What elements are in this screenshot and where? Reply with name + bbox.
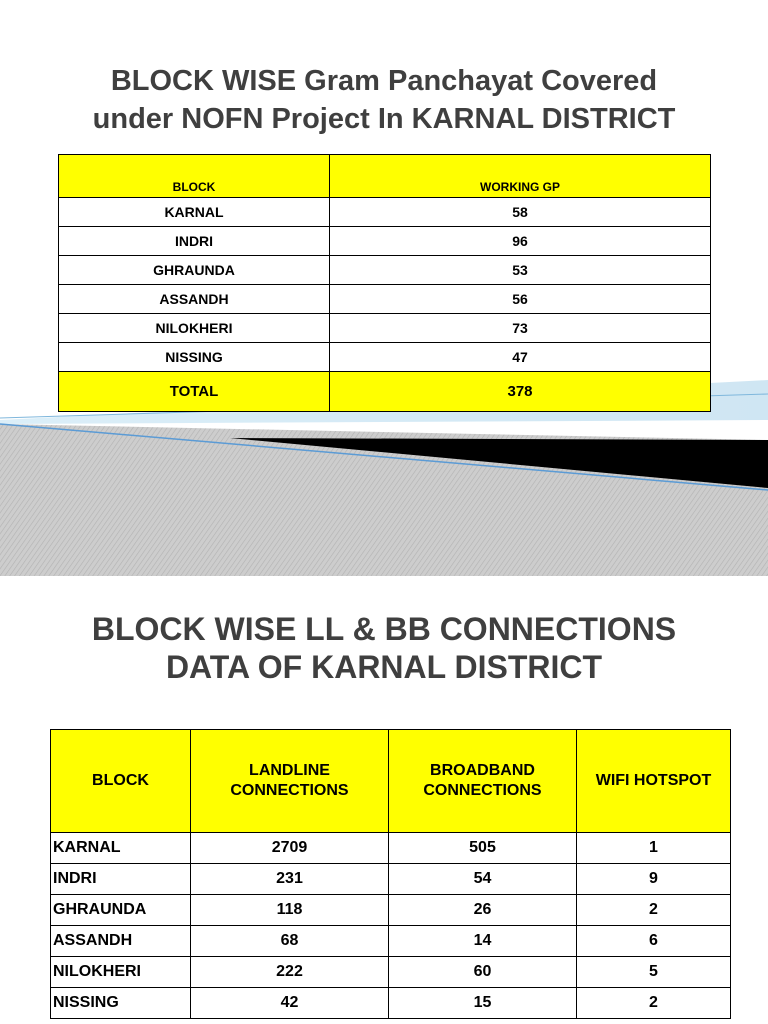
wifi-cell: 9: [577, 864, 731, 895]
table-row: [51, 988, 731, 1019]
table-row: [51, 864, 731, 895]
total-value: 378: [330, 372, 711, 412]
table-row: [51, 895, 731, 926]
block-cell: GHRAUNDA: [59, 256, 330, 285]
broadband-cell: 14: [389, 926, 577, 957]
working-gp-cell: 56: [330, 285, 711, 314]
block-cell: INDRI: [59, 227, 330, 256]
table-row: [59, 314, 711, 343]
working-gp-cell: 58: [330, 198, 711, 227]
block-cell: INDRI: [51, 864, 191, 895]
header-broadband-line2: CONNECTIONS: [423, 782, 542, 799]
header-landline-line1: LANDLINE: [249, 762, 330, 779]
block-cell: NISSING: [51, 988, 191, 1019]
slide1-title-line1: BLOCK WISE Gram Panchayat Covered: [110, 65, 658, 97]
slide2-title-line1: BLOCK WISE LL & BB CONNECTIONS: [91, 611, 677, 647]
landline-cell: 222: [191, 957, 389, 988]
header-wifi: WIFI HOTSPOT: [577, 730, 731, 833]
header-broadband: [389, 730, 577, 833]
table-row: [51, 926, 731, 957]
broadband-cell: 60: [389, 957, 577, 988]
slide1-title: [0, 62, 768, 138]
wifi-cell: 1: [577, 833, 731, 864]
slide-connections: [0, 576, 768, 1024]
working-gp-cell: 96: [330, 227, 711, 256]
table-row: [59, 256, 711, 285]
broadband-cell: 15: [389, 988, 577, 1019]
table-row: [59, 285, 711, 314]
slide1-title-line2: under NOFN Project In KARNAL DISTRICT: [92, 103, 676, 135]
working-gp-cell: 73: [330, 314, 711, 343]
wifi-cell: 5: [577, 957, 731, 988]
block-cell: GHRAUNDA: [51, 895, 191, 926]
broadband-cell: 54: [389, 864, 577, 895]
header-landline-line2: CONNECTIONS: [230, 782, 349, 799]
wifi-cell: 6: [577, 926, 731, 957]
block-cell: NILOKHERI: [51, 957, 191, 988]
landline-cell: 118: [191, 895, 389, 926]
block-cell: KARNAL: [59, 198, 330, 227]
table-row: [59, 343, 711, 372]
header-working-gp: WORKING GP: [330, 155, 711, 198]
landline-cell: 231: [191, 864, 389, 895]
working-gp-cell: 53: [330, 256, 711, 285]
slide2-title-line2: DATA OF KARNAL DISTRICT: [165, 649, 603, 685]
header-block: BLOCK: [51, 730, 191, 833]
header-broadband-line1: BROADBAND: [430, 762, 535, 779]
working-gp-table: [58, 154, 711, 412]
landline-cell: 42: [191, 988, 389, 1019]
wifi-cell: 2: [577, 988, 731, 1019]
connections-table: [50, 729, 731, 1019]
table-row: [51, 957, 731, 988]
landline-cell: 2709: [191, 833, 389, 864]
slide2-title: [0, 610, 768, 686]
header-landline: [191, 730, 389, 833]
table-header-row: [51, 730, 731, 833]
wifi-cell: 2: [577, 895, 731, 926]
working-gp-cell: 47: [330, 343, 711, 372]
header-block: BLOCK: [59, 155, 330, 198]
table-row: [59, 227, 711, 256]
block-cell: ASSANDH: [59, 285, 330, 314]
table-row: [51, 833, 731, 864]
table-row: [59, 198, 711, 227]
block-cell: KARNAL: [51, 833, 191, 864]
total-label: TOTAL: [59, 372, 330, 412]
broadband-cell: 26: [389, 895, 577, 926]
total-row: [59, 372, 711, 412]
block-cell: ASSANDH: [51, 926, 191, 957]
broadband-cell: 505: [389, 833, 577, 864]
landline-cell: 68: [191, 926, 389, 957]
block-cell: NISSING: [59, 343, 330, 372]
block-cell: NILOKHERI: [59, 314, 330, 343]
table-header-row: [59, 155, 711, 198]
